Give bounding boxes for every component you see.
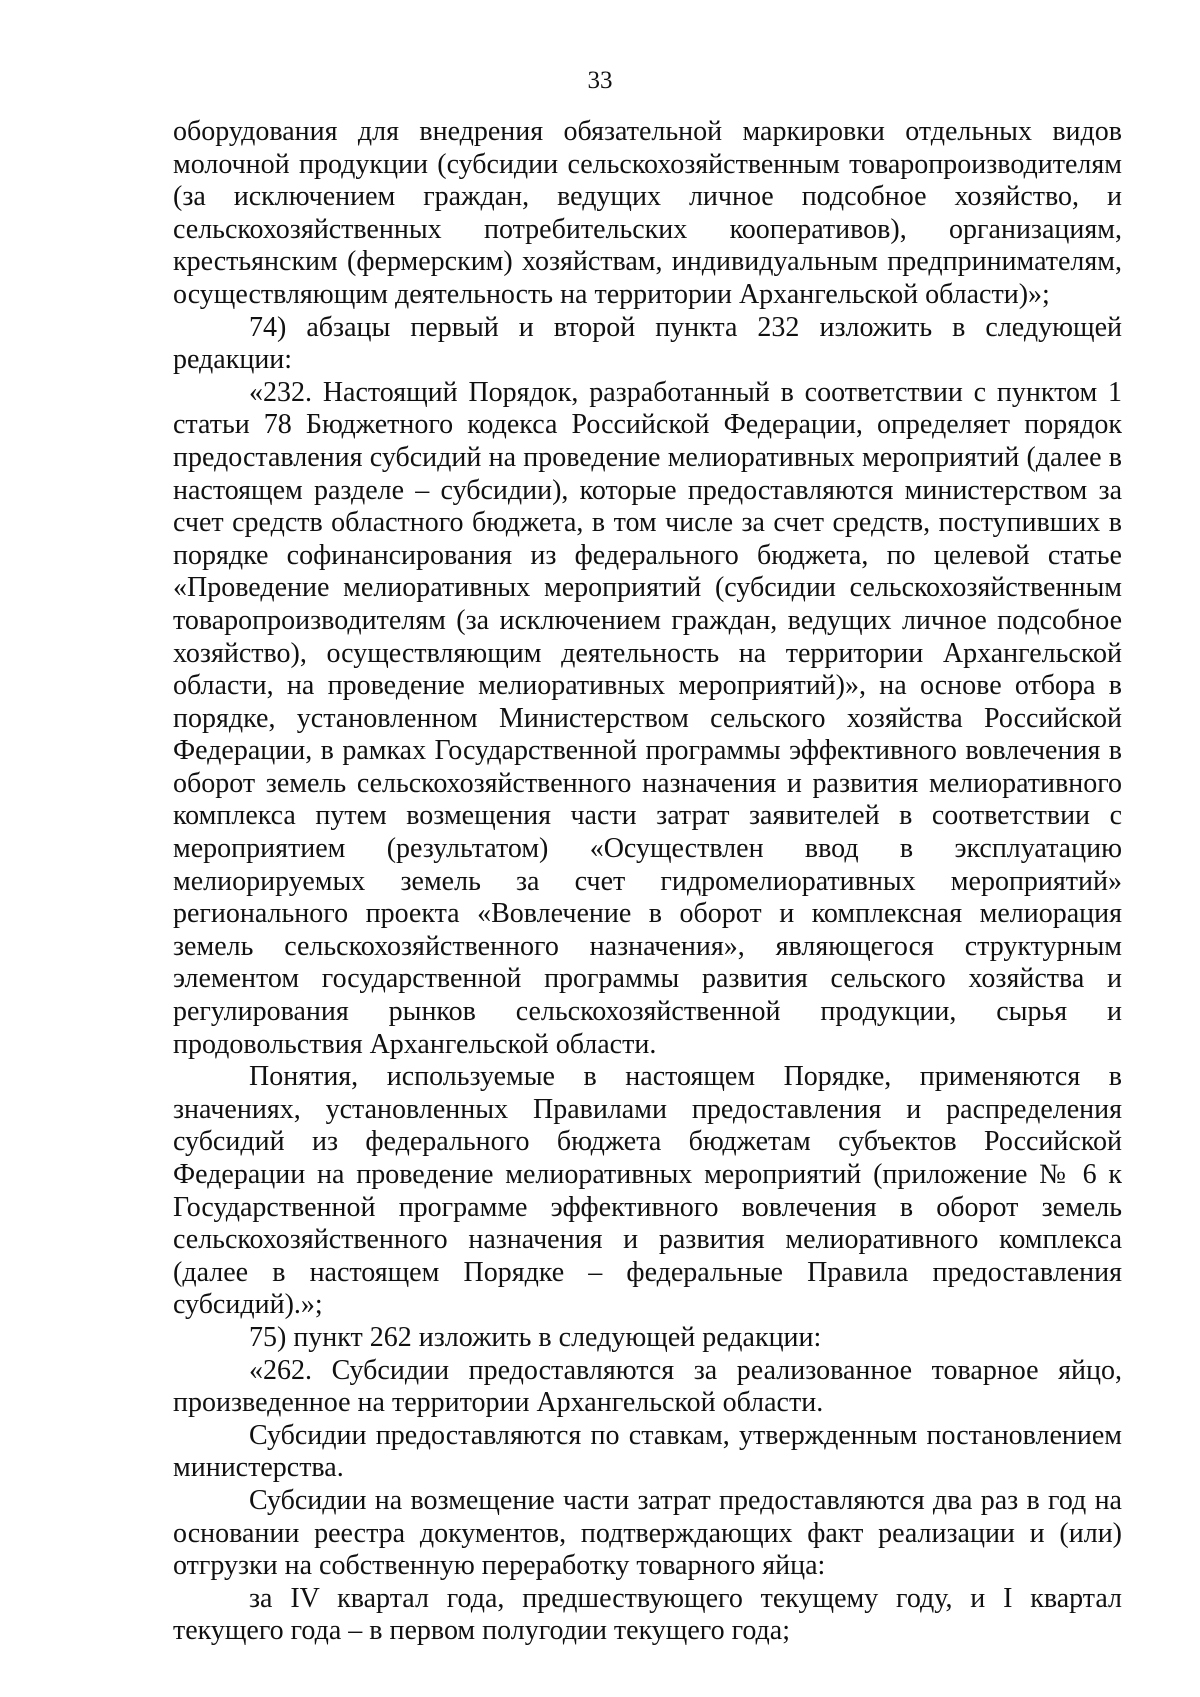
paragraph-rates: Субсидии предоставляются по ставкам, утвержденным постановлением министерства.: [173, 1419, 1122, 1484]
document-body: [173, 116, 1122, 1648]
paragraph-item-75: 75) пункт 262 изложить в следующей редакции:: [249, 1321, 822, 1353]
paragraph-definitions: Понятия, используемые в настоящем Порядке, применяются в значениях, установленных Правилами предоставления и распределения субсидий из федерального бюджета бюджетам субъектов Российской Федерации на проведение мелиоративных мероприятий (приложение № 6 к Государственной программе эффективного вовлечения в оборот земель сельскохозяйственного назначения и развития мелиоративного комплекса (далее в настоящем Порядке – федеральные Правила предоставления субсидий).»;: [173, 1061, 1122, 1321]
paragraph-continuation: оборудования для внедрения обязательной маркировки отдельных видов молочной продукции (субсидии сельскохозяйственным товаропроизводителям (за исключением граждан, ведущих личное подсобное хозяйство, и сельскохозяйственных потребительских кооперативов), организациям, крестьянским (фермерским) хозяйствам, индивидуальным предпринимателям, осуществляющим деятельность на территории Архангельской области)»;: [173, 116, 1122, 310]
paragraph-item-74: 74) абзацы первый и второй пункта 232 изложить в следующей редакции:: [173, 311, 1122, 376]
paragraph-point-232: «232. Настоящий Порядок, разработанный в соответствии с пунктом 1 статьи 78 Бюджетного кодекса Российской Федерации, определяет порядок предоставления субсидий на проведение мелиоративных мероприятий (далее в настоящем разделе – субсидии), которые предоставляются министерством за счет средств областного бюджета, в том числе за счет средств, поступивших в порядке софинансирования из федерального бюджета, по целевой статье «Проведение мелиоративных мероприятий (субсидии сельскохозяйственным товаропроизводителям (за исключением граждан, ведущих личное подсобное хозяйство), осуществляющим деятельность на территории Архангельской области, на проведение мелиоративных мероприятий)», на основе отбора в порядке, установленном Министерством сельского хозяйства Российской Федерации, в рамках Государственной программы эффективного вовлечения в оборот земель сельскохозяйственного назначения и развития мелиоративного комплекса путем возмещения части затрат заявителей в соответствии с мероприятием (результатом) «Осуществлен ввод в эксплуатацию мелиорируемых земель за счет гидромелиоративных мероприятий» регионального проекта «Вовлечение в оборот и комплексная мелиорация земель сельскохозяйственного назначения», являющегося структурным элементом государственной программы развития сельского хозяйства и регулирования рынков сельскохозяйственной продукции, сырья и продовольствия Архангельской области.: [173, 376, 1122, 1060]
paragraph-quarter-term: за IV квартал года, предшествующего текущему году, и I квартал текущего года – в первом полугодии текущего года;: [173, 1582, 1122, 1647]
paragraph-point-262: «262. Субсидии предоставляются за реализованное товарное яйцо, произведенное на территории Архангельской области.: [173, 1354, 1122, 1419]
paragraph-schedule: Субсидии на возмещение части затрат предоставляются два раз в год на основании реестра документов, подтверждающих факт реализации и (или) отгрузки на собственную переработку товарного яйца:: [173, 1484, 1122, 1582]
page-number: 33: [587, 67, 613, 94]
